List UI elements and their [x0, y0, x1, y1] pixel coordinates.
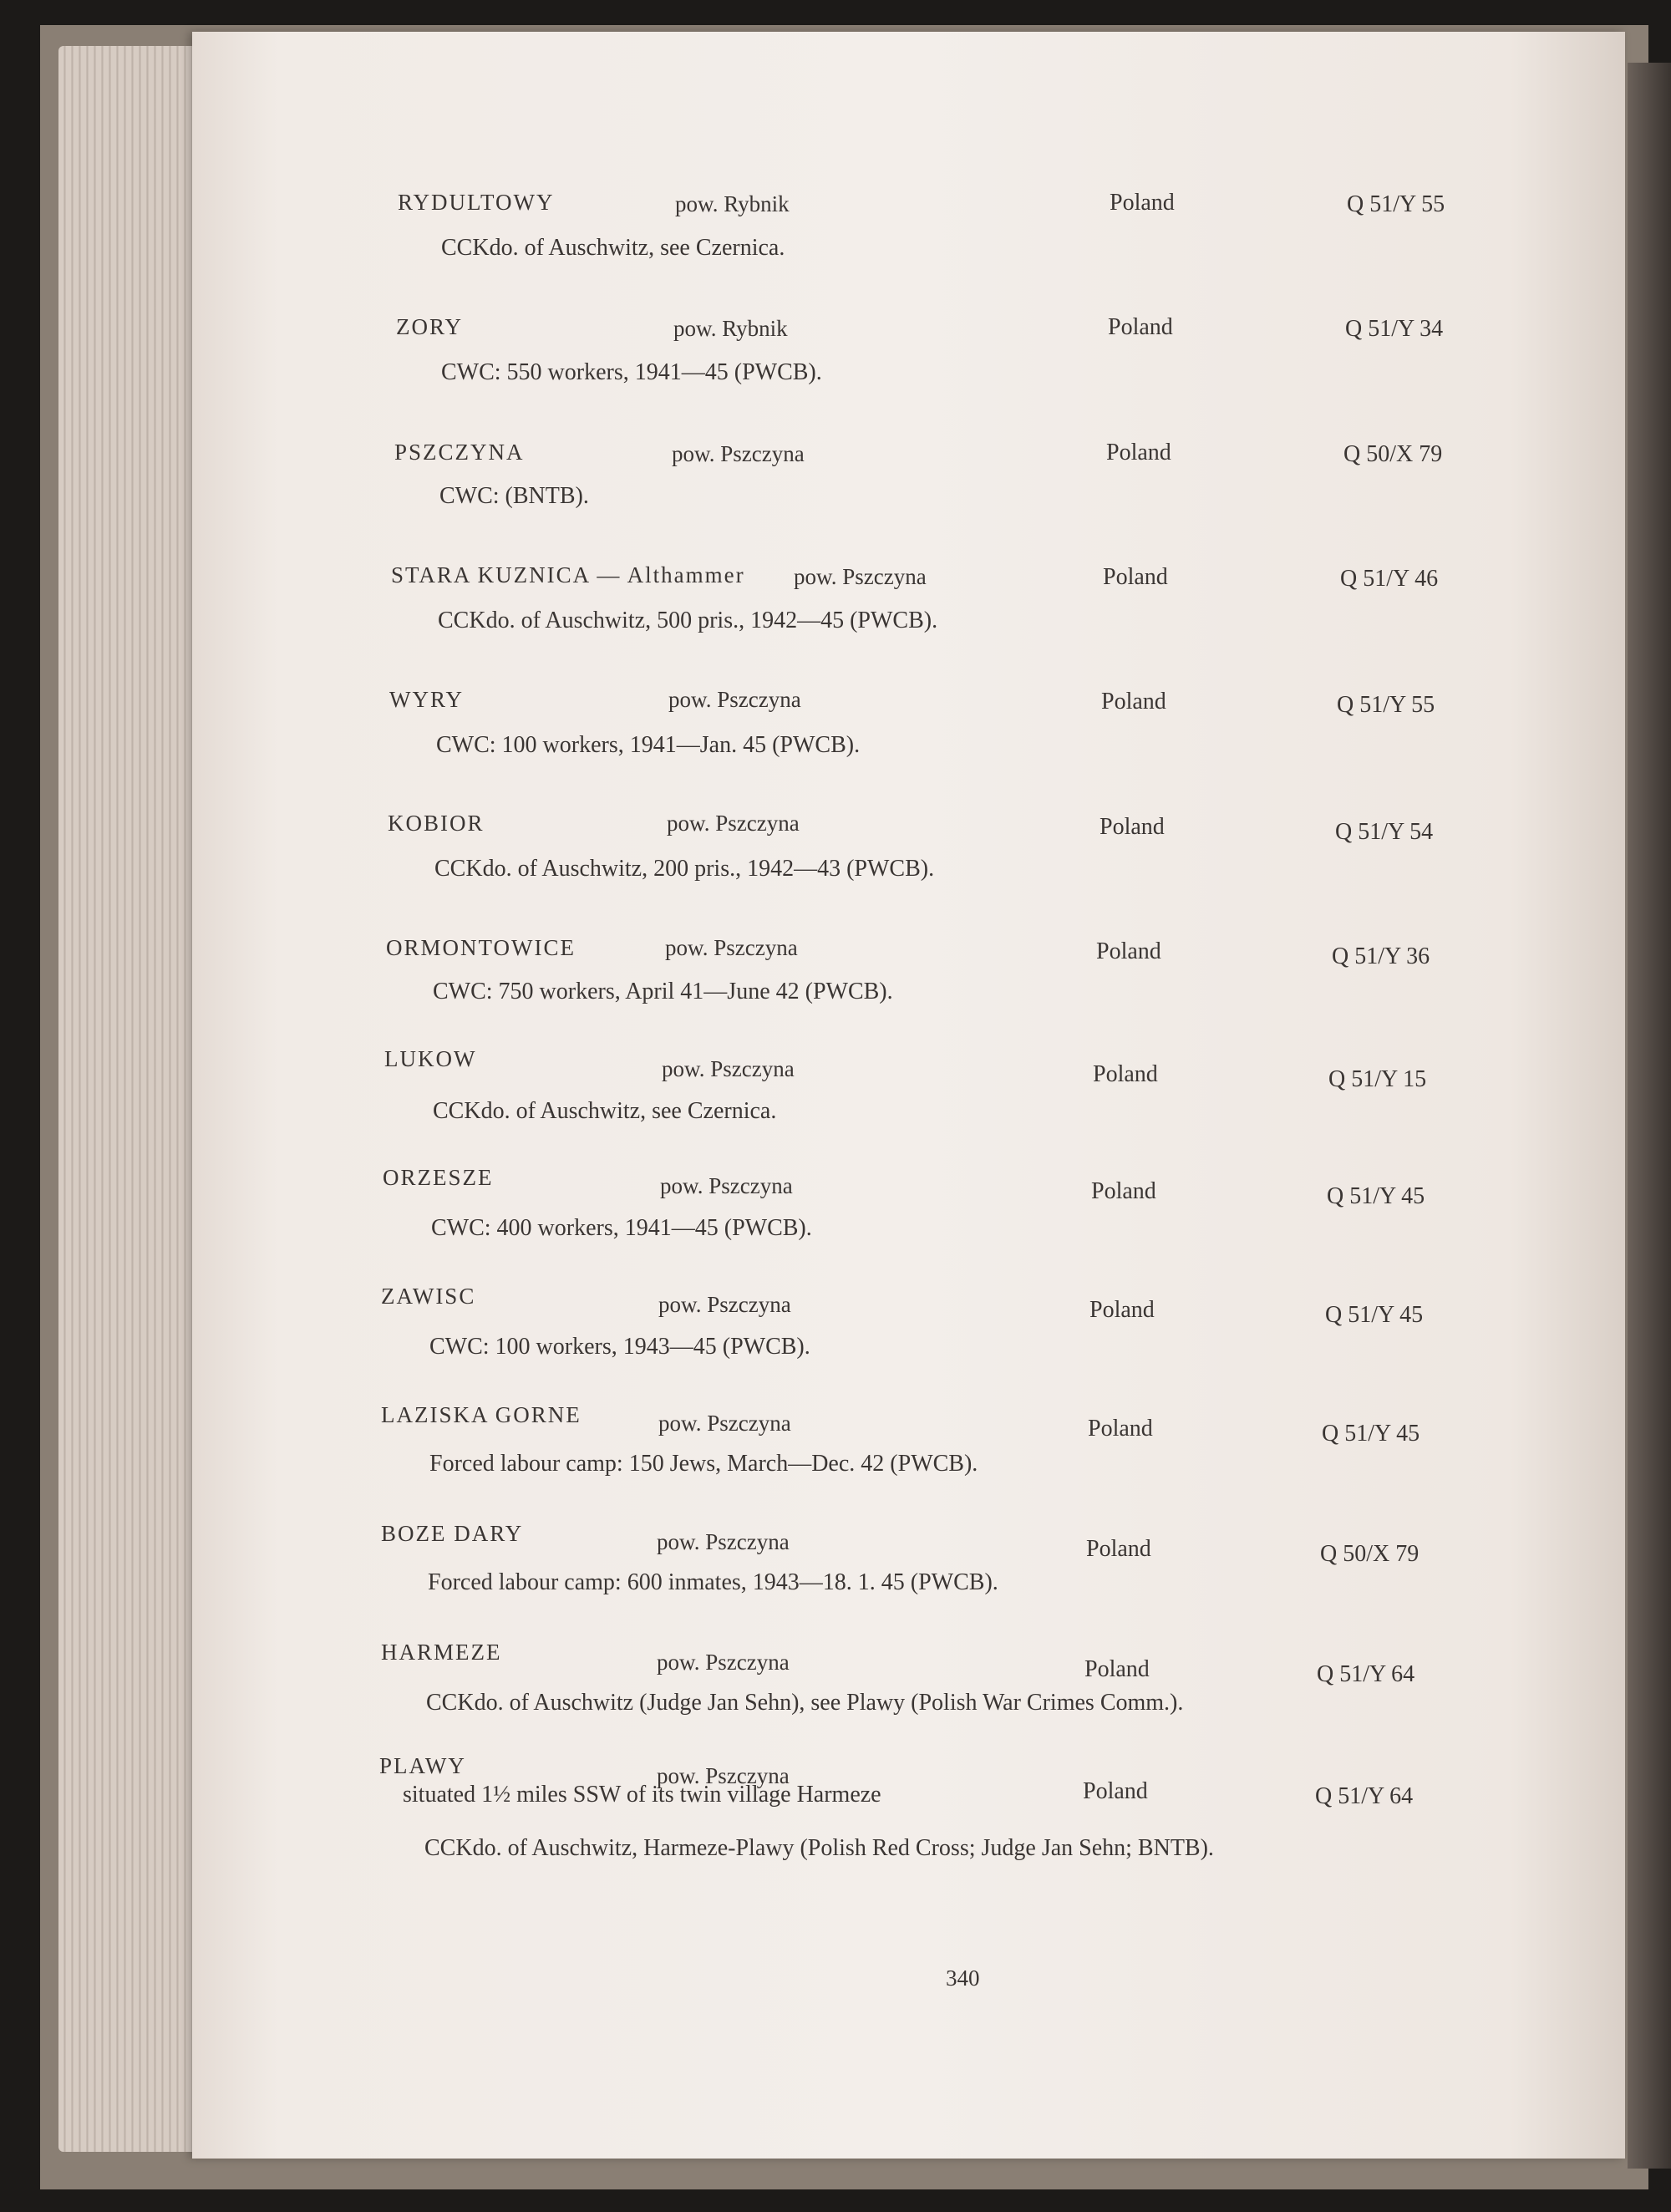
entry-name: ZAWISC [381, 1284, 476, 1309]
entry-plawy [0, 1753, 1671, 1870]
entry-grid-ref: Q 51/Y 45 [1322, 1421, 1420, 1447]
entry-name: RYDULTOWY [398, 190, 555, 215]
entry-stara-kuznica [0, 562, 1671, 679]
entry-district: pow. Pszczyna [794, 564, 927, 589]
entry-country: Poland [1110, 190, 1175, 216]
entry-grid-ref: Q 51/Y 64 [1317, 1661, 1415, 1687]
entry-kobior [0, 811, 1671, 928]
entry-zawisc [0, 1284, 1671, 1401]
entry-detail: CWC: 750 workers, April 41—June 42 (PWCB). [433, 979, 893, 1004]
entry-detail: CWC: 550 workers, 1941—45 (PWCB). [441, 359, 822, 385]
entry-country: Poland [1101, 689, 1166, 714]
entry-district: pow. Pszczyna [672, 441, 805, 466]
entry-country: Poland [1083, 1778, 1148, 1804]
entry-detail: Forced labour camp: 600 inmates, 1943—18. 1. 45 (PWCB). [428, 1569, 998, 1595]
entry-grid-ref: Q 51/Y 54 [1335, 819, 1434, 845]
entry-detail: CCKdo. of Auschwitz, Harmeze-Plawy (Polish Red Cross; Judge Jan Sehn; BNTB). [424, 1835, 1214, 1861]
entry-detail: CWC: (BNTB). [439, 483, 589, 509]
entry-detail: CCKdo. of Auschwitz (Judge Jan Sehn), see Plawy (Polish War Crimes Comm.). [426, 1690, 1184, 1716]
entry-grid-ref: Q 50/X 79 [1320, 1541, 1420, 1567]
entry-country: Poland [1088, 1416, 1153, 1442]
entry-harmeze [0, 1640, 1671, 1757]
entry-country: Poland [1091, 1178, 1156, 1204]
entry-grid-ref: Q 51/Y 55 [1337, 692, 1435, 718]
entry-grid-ref: Q 51/Y 45 [1325, 1302, 1424, 1328]
entry-detail: CCKdo. of Auschwitz, see Czernica. [433, 1098, 777, 1124]
entry-grid-ref: Q 50/X 79 [1343, 441, 1443, 467]
entry-grid-ref: Q 51/Y 34 [1345, 316, 1444, 342]
entry-name: ORZESZE [383, 1165, 494, 1190]
entry-name: LAZISKA GORNE [381, 1402, 582, 1427]
entry-rydultowy [0, 188, 1671, 305]
entry-grid-ref: Q 51/Y 64 [1315, 1783, 1414, 1809]
entry-district: pow. Rybnik [675, 191, 790, 216]
entry-detail: CCKdo. of Auschwitz, 200 pris., 1942—43 (PWCB). [434, 856, 935, 882]
entry-district: pow. Pszczyna [657, 1529, 790, 1554]
entry-grid-ref: Q 51/Y 15 [1328, 1066, 1427, 1092]
entry-name: BOZE DARY [381, 1521, 524, 1546]
entry-location-note: situated 1½ miles SSW of its twin village Harmeze [403, 1782, 881, 1808]
entry-name: KOBIOR [388, 811, 485, 836]
entry-detail: Forced labour camp: 150 Jews, March—Dec. 42 (PWCB). [429, 1451, 978, 1477]
entry-grid-ref: Q 51/Y 45 [1327, 1183, 1425, 1209]
entry-name: PLAWY [379, 1753, 466, 1778]
entry-name: HARMEZE [381, 1640, 502, 1665]
entry-district: pow. Pszczyna [657, 1650, 790, 1675]
entry-name: ORMONTOWICE [386, 935, 576, 960]
entry-ormontowice [0, 935, 1671, 1052]
entry-country: Poland [1106, 440, 1171, 465]
entry-grid-ref: Q 51/Y 46 [1340, 566, 1439, 592]
entry-pszczyna [0, 438, 1671, 555]
entry-district: pow. Pszczyna [662, 1056, 795, 1081]
entry-district: pow. Pszczyna [658, 1292, 791, 1317]
entry-country: Poland [1108, 314, 1173, 340]
entry-lukow [0, 1046, 1671, 1163]
entry-name: PSZCZYNA [394, 440, 525, 465]
entry-detail: CWC: 400 workers, 1941—45 (PWCB). [431, 1215, 812, 1241]
entry-district: pow. Rybnik [673, 316, 788, 341]
entry-name: WYRY [389, 687, 464, 712]
entry-country: Poland [1089, 1297, 1155, 1323]
entry-country: Poland [1096, 938, 1161, 964]
entry-orzesze [0, 1165, 1671, 1282]
entry-district: pow. Pszczyna [667, 811, 800, 836]
entry-name: ZORY [396, 314, 464, 339]
entry-country: Poland [1086, 1536, 1151, 1562]
entry-zory [0, 313, 1671, 430]
page-number: 340 [946, 1965, 980, 1991]
entry-detail: CWC: 100 workers, 1943—45 (PWCB). [429, 1334, 810, 1360]
entry-country: Poland [1100, 814, 1165, 840]
entry-detail: CCKdo. of Auschwitz, see Czernica. [441, 235, 785, 261]
entry-grid-ref: Q 51/Y 36 [1332, 943, 1430, 969]
entry-district: pow. Pszczyna [658, 1411, 791, 1436]
entry-boze-dary [0, 1521, 1671, 1638]
entry-country: Poland [1084, 1656, 1150, 1682]
entry-country: Poland [1103, 564, 1168, 590]
entry-wyry [0, 687, 1671, 804]
entry-detail: CWC: 100 workers, 1941—Jan. 45 (PWCB). [436, 732, 861, 758]
entry-laziska-gorne [0, 1402, 1671, 1519]
entry-name: STARA KUZNICA — Althammer [391, 562, 745, 587]
entry-district: pow. Pszczyna [665, 935, 798, 960]
entry-grid-ref: Q 51/Y 55 [1347, 191, 1445, 217]
entry-district: pow. Pszczyna [660, 1173, 793, 1198]
entry-detail: CCKdo. of Auschwitz, 500 pris., 1942—45 (PWCB). [438, 608, 938, 633]
entry-country: Poland [1093, 1061, 1158, 1087]
entry-district: pow. Pszczyna [657, 1763, 790, 1788]
entry-district: pow. Pszczyna [668, 687, 801, 712]
entry-name: LUKOW [384, 1046, 477, 1071]
